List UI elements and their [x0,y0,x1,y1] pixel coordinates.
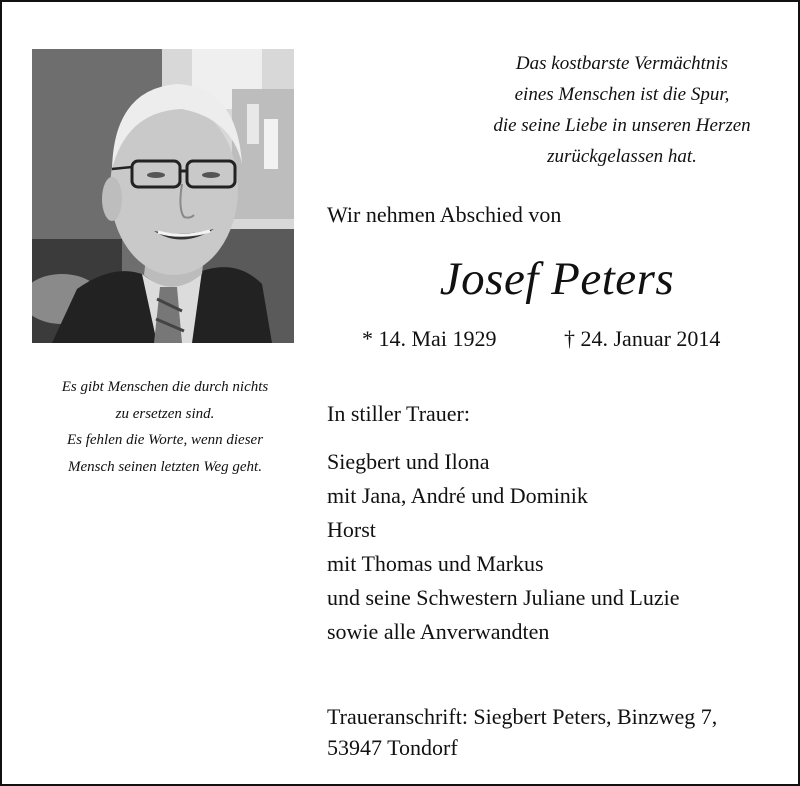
left-quote-line: zu ersetzen sind. [115,405,215,422]
top-quote [452,48,792,172]
left-quote-line: Es gibt Menschen die durch nichts [61,379,269,395]
mourners-list [327,445,680,649]
mourner-line: mit Thomas und Markus [327,551,544,576]
death-date: † 24. Januar 2014 [564,326,721,351]
address-line-2: 53947 Tondorf [327,735,458,760]
address-line-1: Traueranschrift: Siegbert Peters, Binzweg 7, [327,704,718,729]
mourning-heading: In stiller Trauer: [327,401,470,426]
left-quote [24,374,306,480]
deceased-name: Josef Peters [439,253,675,305]
mourner-line: Siegbert und Ilona [327,449,490,474]
mourner-line: Horst [327,517,376,542]
left-quote-line: Mensch seinen letzten Weg geht. [68,458,262,475]
birth-date: * 14. Mai 1929 [362,326,497,351]
top-quote-line: Das kostbarste Vermächtnis [515,53,729,74]
farewell-intro: Wir nehmen Abschied von [327,202,562,227]
top-quote-line: die seine Liebe in unseren Herzen [493,115,751,136]
mourning-address [327,701,717,763]
portrait-photo [32,49,294,343]
mourner-line: und seine Schwestern Juliane und Luzie [327,585,680,610]
mourner-line: mit Jana, André und Dominik [327,483,588,508]
top-quote-line: eines Menschen ist die Spur, [514,84,730,105]
left-quote-line: Es fehlen die Worte, wenn dieser [66,432,264,448]
top-quote-line: zurückgelassen hat. [547,146,697,167]
mourner-line: sowie alle Anverwandten [327,619,550,644]
